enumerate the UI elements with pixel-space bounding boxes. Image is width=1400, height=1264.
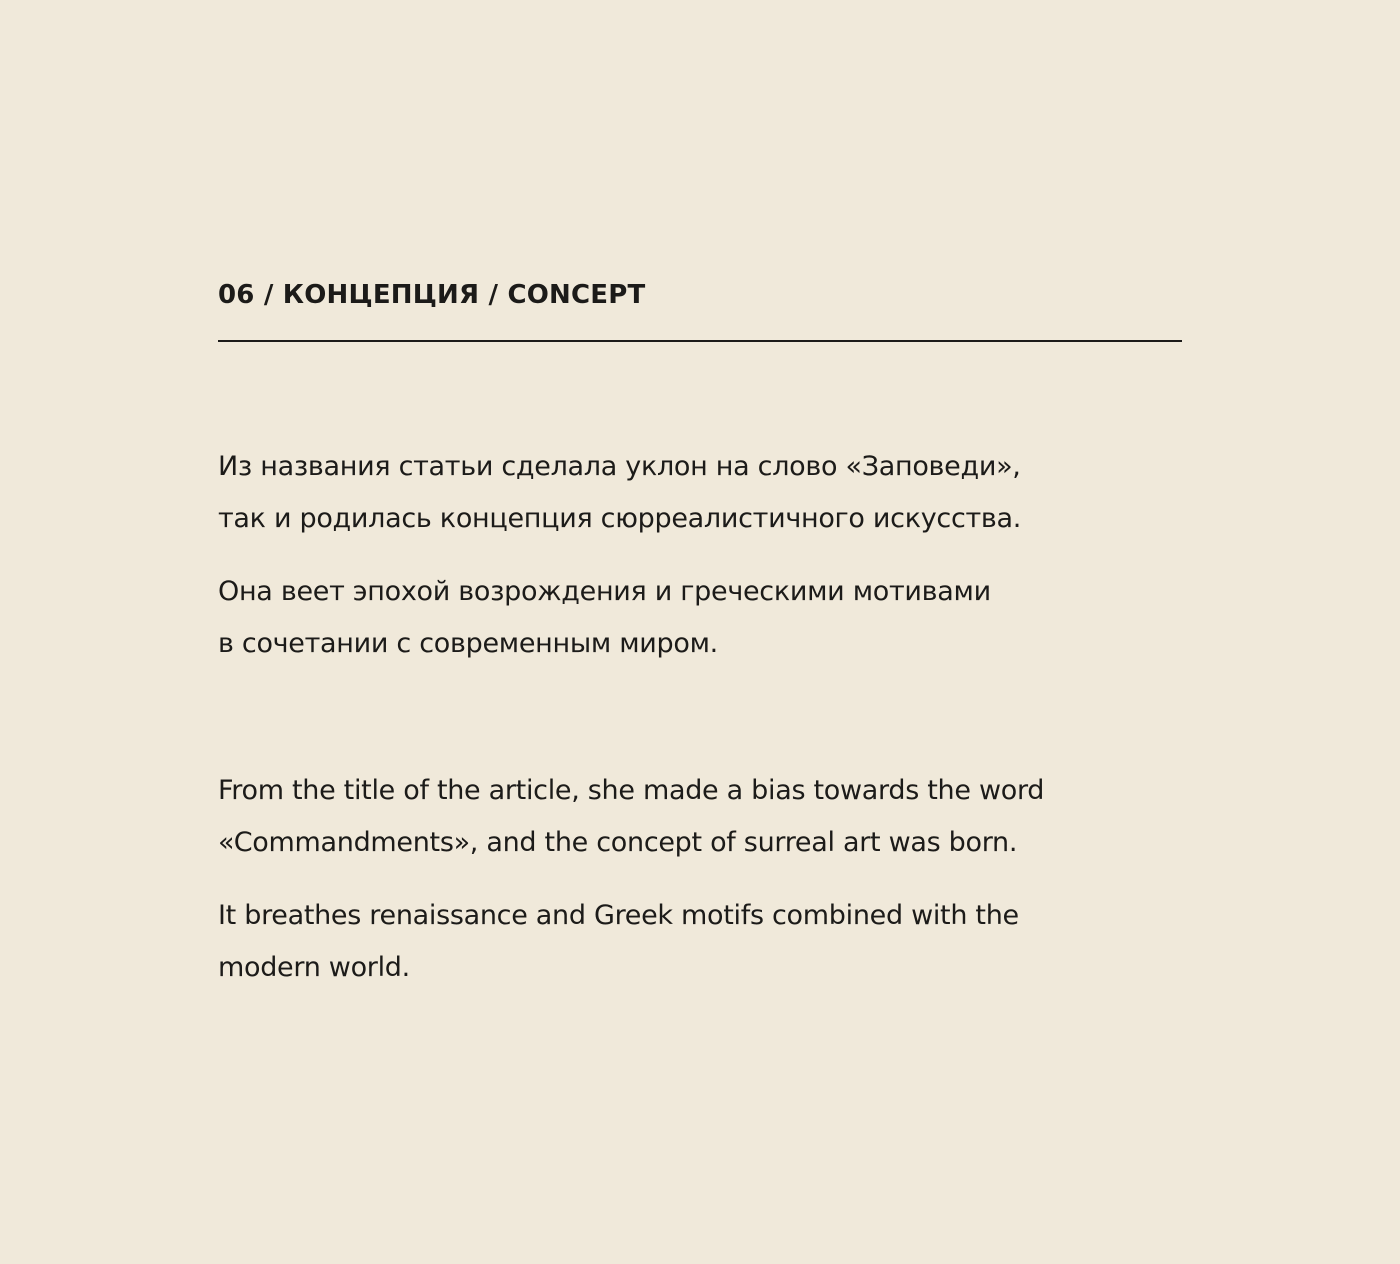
english-paragraph-2 — [218, 890, 1182, 994]
english-text-block — [218, 765, 1182, 1015]
russian-text-block — [218, 441, 1182, 691]
text-line: так и родилась концепция сюрреалистичного искусства. — [218, 503, 1022, 534]
text-line: в сочетании с современным миром. — [218, 628, 718, 659]
russian-paragraph-2 — [218, 566, 1182, 670]
english-paragraph-1 — [218, 765, 1182, 869]
text-line: It breathes renaissance and Greek motifs combined with the — [218, 900, 1019, 931]
text-line: Она веет эпохой возрождения и греческими мотивами — [218, 576, 991, 607]
heading-divider — [218, 340, 1182, 342]
text-line: «Commandments», and the concept of surreal art was born. — [218, 827, 1018, 858]
text-line: modern world. — [218, 952, 410, 983]
section-heading: 06 / КОНЦЕПЦИЯ / CONCEPT — [218, 280, 646, 310]
text-line: Из названия статьи сделала уклон на слово «Заповеди», — [218, 451, 1021, 482]
russian-paragraph-1 — [218, 441, 1182, 545]
text-line: From the title of the article, she made a bias towards the word — [218, 775, 1045, 806]
